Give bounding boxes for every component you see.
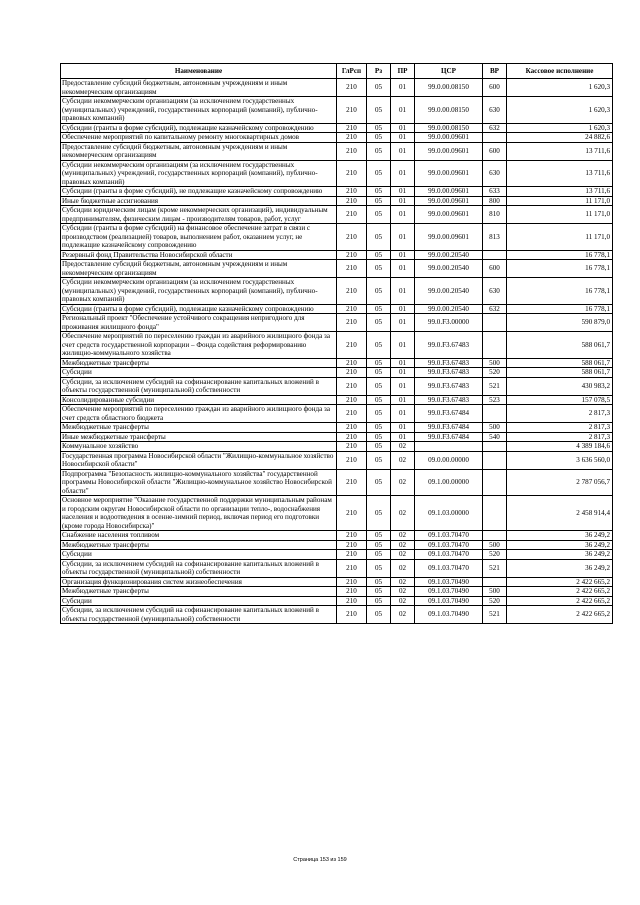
row-amount-cell: 11 171,0 <box>507 224 613 251</box>
row-rz-cell: 05 <box>367 250 391 260</box>
row-glrsp-cell: 210 <box>337 278 367 305</box>
table-row <box>61 358 613 368</box>
row-vr-cell: 630 <box>483 160 507 187</box>
row-vr-cell: 500 <box>483 358 507 368</box>
row-csr-cell: 99.0.00.20540 <box>415 250 483 260</box>
row-glrsp-cell: 210 <box>337 187 367 197</box>
row-glrsp-cell: 210 <box>337 451 367 469</box>
row-vr-cell: 632 <box>483 123 507 133</box>
row-csr-cell: 09.1.03.70470 <box>415 550 483 560</box>
row-rz-cell: 05 <box>367 531 391 541</box>
table-row <box>61 559 613 577</box>
row-pr-cell: 01 <box>391 358 415 368</box>
row-pr-cell: 01 <box>391 142 415 160</box>
row-amount-cell: 590 879,0 <box>507 314 613 332</box>
row-rz-cell: 05 <box>367 97 391 124</box>
row-vr-cell: 600 <box>483 260 507 278</box>
row-pr-cell: 01 <box>391 395 415 405</box>
row-csr-cell: 99.0.F3.67484 <box>415 423 483 433</box>
table-row <box>61 395 613 405</box>
row-vr-cell <box>483 314 507 332</box>
row-rz-cell: 05 <box>367 160 391 187</box>
row-pr-cell: 02 <box>391 559 415 577</box>
row-pr-cell: 01 <box>391 278 415 305</box>
row-amount-cell: 36 249,2 <box>507 540 613 550</box>
row-name-cell: Субсидии (гранты в форме субсидий), подлежащие казначейскому сопровождению <box>61 304 337 314</box>
row-pr-cell: 02 <box>391 606 415 624</box>
row-amount-cell: 2 422 665,2 <box>507 606 613 624</box>
row-name-cell: Субсидии (гранты в форме субсидий), не подлежащие казначейскому сопровождению <box>61 187 337 197</box>
budget-execution-table <box>60 63 613 624</box>
row-glrsp-cell: 210 <box>337 606 367 624</box>
row-name-cell: Субсидии <box>61 368 337 378</box>
row-csr-cell: 99.0.00.20540 <box>415 278 483 305</box>
row-csr-cell: 99.0.00.09601 <box>415 196 483 206</box>
row-glrsp-cell: 210 <box>337 196 367 206</box>
row-vr-cell <box>483 133 507 143</box>
row-vr-cell: 500 <box>483 423 507 433</box>
table-row <box>61 451 613 469</box>
row-vr-cell <box>483 577 507 587</box>
row-csr-cell: 99.0.F3.67484 <box>415 432 483 442</box>
row-glrsp-cell: 210 <box>337 79 367 97</box>
row-vr-cell: 500 <box>483 587 507 597</box>
table-row <box>61 596 613 606</box>
row-glrsp-cell: 210 <box>337 559 367 577</box>
row-csr-cell: 99.0.00.08150 <box>415 97 483 124</box>
row-amount-cell: 588 061,7 <box>507 368 613 378</box>
row-glrsp-cell: 210 <box>337 123 367 133</box>
row-rz-cell: 05 <box>367 196 391 206</box>
row-glrsp-cell: 210 <box>337 160 367 187</box>
header-vr: ВР <box>483 64 507 79</box>
row-pr-cell: 01 <box>391 196 415 206</box>
row-csr-cell: 99.0.F3.67483 <box>415 395 483 405</box>
row-name-cell: Резервный фонд Правительства Новосибирской области <box>61 250 337 260</box>
table-row <box>61 314 613 332</box>
row-name-cell: Предоставление субсидий бюджетным, автономным учреждениям и иным некоммерческим организациям <box>61 260 337 278</box>
row-glrsp-cell: 210 <box>337 142 367 160</box>
row-name-cell: Обеспечение мероприятий по капитальному ремонту многоквартирных домов <box>61 133 337 143</box>
row-csr-cell: 99.0.00.09601 <box>415 142 483 160</box>
row-glrsp-cell: 210 <box>337 442 367 452</box>
table-row <box>61 377 613 395</box>
table-row <box>61 224 613 251</box>
row-rz-cell: 05 <box>367 123 391 133</box>
table-row <box>61 496 613 531</box>
row-rz-cell: 05 <box>367 587 391 597</box>
row-pr-cell: 01 <box>391 250 415 260</box>
row-rz-cell: 05 <box>367 442 391 452</box>
row-glrsp-cell: 210 <box>337 224 367 251</box>
row-amount-cell: 13 711,6 <box>507 142 613 160</box>
row-pr-cell: 01 <box>391 79 415 97</box>
row-glrsp-cell: 210 <box>337 304 367 314</box>
row-amount-cell: 588 061,7 <box>507 358 613 368</box>
row-vr-cell: 521 <box>483 559 507 577</box>
row-name-cell: Субсидии юридическим лицам (кроме некоммерческих организаций), индивидуальным предпринимателям, физическим лицам - производителям товаров, работ, услуг <box>61 206 337 224</box>
row-vr-cell <box>483 531 507 541</box>
row-vr-cell: 813 <box>483 224 507 251</box>
row-name-cell: Субсидии <box>61 596 337 606</box>
row-pr-cell: 02 <box>391 496 415 531</box>
row-name-cell: Межбюджетные трансферты <box>61 587 337 597</box>
row-name-cell: Снабжение населения топливом <box>61 531 337 541</box>
row-csr-cell: 09.1.03.70470 <box>415 540 483 550</box>
row-glrsp-cell: 210 <box>337 550 367 560</box>
row-name-cell: Субсидии некоммерческим организациям (за исключением государственных (муниципальных) учреждений, государственных корпораций (компаний), публично-правовых компаний) <box>61 97 337 124</box>
row-rz-cell: 05 <box>367 206 391 224</box>
table-row <box>61 196 613 206</box>
row-glrsp-cell: 210 <box>337 577 367 587</box>
row-name-cell: Субсидии, за исключением субсидий на софинансирование капитальных вложений в объекты государственной (муниципальной) собственности <box>61 377 337 395</box>
row-csr-cell: 99.0.F3.67483 <box>415 358 483 368</box>
row-rz-cell: 05 <box>367 358 391 368</box>
row-vr-cell: 521 <box>483 606 507 624</box>
row-rz-cell: 05 <box>367 432 391 442</box>
row-glrsp-cell: 210 <box>337 587 367 597</box>
row-vr-cell: 630 <box>483 97 507 124</box>
row-csr-cell: 09.1.03.70490 <box>415 606 483 624</box>
table-row <box>61 405 613 423</box>
row-rz-cell: 05 <box>367 596 391 606</box>
row-name-cell: Субсидии, за исключением субсидий на софинансирование капитальных вложений в объекты государственной (муниципальной) собственности <box>61 559 337 577</box>
row-pr-cell: 01 <box>391 314 415 332</box>
row-csr-cell: 99.0.00.09601 <box>415 187 483 197</box>
row-pr-cell: 01 <box>391 133 415 143</box>
row-name-cell: Субсидии <box>61 550 337 560</box>
page-number-footer: Страница 153 из 159 <box>293 857 347 863</box>
row-name-cell: Субсидии, за исключением субсидий на софинансирование капитальных вложений в объекты государственной (муниципальной) собственности <box>61 606 337 624</box>
row-name-cell: Межбюджетные трансферты <box>61 540 337 550</box>
row-amount-cell: 16 778,1 <box>507 278 613 305</box>
row-glrsp-cell: 210 <box>337 596 367 606</box>
row-vr-cell: 810 <box>483 206 507 224</box>
row-vr-cell: 520 <box>483 550 507 560</box>
row-rz-cell: 05 <box>367 550 391 560</box>
row-csr-cell: 99.0.F3.67483 <box>415 377 483 395</box>
row-pr-cell: 01 <box>391 432 415 442</box>
table-row <box>61 123 613 133</box>
row-amount-cell: 16 778,1 <box>507 250 613 260</box>
row-csr-cell <box>415 442 483 452</box>
row-amount-cell: 13 711,6 <box>507 160 613 187</box>
row-pr-cell: 02 <box>391 587 415 597</box>
row-amount-cell: 11 171,0 <box>507 196 613 206</box>
row-pr-cell: 01 <box>391 160 415 187</box>
row-rz-cell: 05 <box>367 405 391 423</box>
row-pr-cell: 02 <box>391 550 415 560</box>
row-rz-cell: 05 <box>367 187 391 197</box>
row-name-cell: Коммунальное хозяйство <box>61 442 337 452</box>
row-pr-cell: 01 <box>391 123 415 133</box>
row-name-cell: Организация функционирования систем жизнеобеспечения <box>61 577 337 587</box>
row-name-cell: Консолидированные субсидии <box>61 395 337 405</box>
row-csr-cell: 99.0.F3.67483 <box>415 332 483 359</box>
table-row <box>61 97 613 124</box>
row-vr-cell: 520 <box>483 368 507 378</box>
row-amount-cell: 1 620,3 <box>507 97 613 124</box>
row-glrsp-cell: 210 <box>337 496 367 531</box>
row-amount-cell: 1 620,3 <box>507 79 613 97</box>
row-vr-cell: 600 <box>483 142 507 160</box>
row-rz-cell: 05 <box>367 79 391 97</box>
row-csr-cell: 99.0.F3.00000 <box>415 314 483 332</box>
table-row <box>61 550 613 560</box>
row-rz-cell: 05 <box>367 377 391 395</box>
row-amount-cell: 588 061,7 <box>507 332 613 359</box>
row-name-cell: Предоставление субсидий бюджетным, автономным учреждениям и иным некоммерческим организациям <box>61 142 337 160</box>
row-name-cell: Субсидии (гранты в форме субсидий), подлежащие казначейскому сопровождению <box>61 123 337 133</box>
row-rz-cell: 05 <box>367 577 391 587</box>
table-row <box>61 187 613 197</box>
table-header-row <box>61 64 613 79</box>
row-pr-cell: 01 <box>391 304 415 314</box>
row-glrsp-cell: 210 <box>337 250 367 260</box>
row-pr-cell: 02 <box>391 577 415 587</box>
row-csr-cell: 99.0.00.09601 <box>415 224 483 251</box>
row-amount-cell: 24 882,6 <box>507 133 613 143</box>
table-row <box>61 540 613 550</box>
row-pr-cell: 02 <box>391 531 415 541</box>
row-name-cell: Иные бюджетные ассигнования <box>61 196 337 206</box>
row-glrsp-cell: 210 <box>337 260 367 278</box>
table-row <box>61 531 613 541</box>
row-glrsp-cell: 210 <box>337 531 367 541</box>
row-name-cell: Субсидии некоммерческим организациям (за исключением государственных (муниципальных) учреждений, государственных корпораций (компаний), публично-правовых компаний) <box>61 278 337 305</box>
row-name-cell: Предоставление субсидий бюджетным, автономным учреждениям и иным некоммерческим организациям <box>61 79 337 97</box>
row-pr-cell: 02 <box>391 469 415 496</box>
header-pr: ПР <box>391 64 415 79</box>
table-row <box>61 250 613 260</box>
row-amount-cell: 430 983,2 <box>507 377 613 395</box>
row-vr-cell: 633 <box>483 187 507 197</box>
row-vr-cell <box>483 332 507 359</box>
table-row <box>61 442 613 452</box>
row-rz-cell: 05 <box>367 540 391 550</box>
row-pr-cell: 01 <box>391 206 415 224</box>
row-amount-cell: 157 078,5 <box>507 395 613 405</box>
row-csr-cell: 09.1.03.70490 <box>415 596 483 606</box>
row-pr-cell: 01 <box>391 260 415 278</box>
row-pr-cell: 02 <box>391 540 415 550</box>
row-glrsp-cell: 210 <box>337 206 367 224</box>
header-rz: Рз <box>367 64 391 79</box>
row-pr-cell: 02 <box>391 451 415 469</box>
row-csr-cell: 99.0.00.09601 <box>415 133 483 143</box>
table-row <box>61 260 613 278</box>
row-glrsp-cell: 210 <box>337 395 367 405</box>
row-glrsp-cell: 210 <box>337 368 367 378</box>
row-glrsp-cell: 210 <box>337 405 367 423</box>
row-rz-cell: 05 <box>367 224 391 251</box>
row-csr-cell: 99.0.00.08150 <box>415 79 483 97</box>
row-pr-cell: 02 <box>391 596 415 606</box>
row-name-cell: Подпрограмма "Безопасность жилищно-коммунального хозяйства" государственной программы Новосибирской области "Жилищно-коммунальное хозяйство Новосибирской области" <box>61 469 337 496</box>
header-cash-execution: Кассовое исполнение <box>507 64 613 79</box>
table-row <box>61 206 613 224</box>
table-row <box>61 278 613 305</box>
row-pr-cell: 02 <box>391 442 415 452</box>
row-amount-cell: 16 778,1 <box>507 260 613 278</box>
row-rz-cell: 05 <box>367 423 391 433</box>
row-amount-cell: 36 249,2 <box>507 559 613 577</box>
row-csr-cell: 09.1.00.00000 <box>415 469 483 496</box>
table-row <box>61 142 613 160</box>
row-amount-cell: 11 171,0 <box>507 206 613 224</box>
row-rz-cell: 05 <box>367 451 391 469</box>
row-vr-cell: 630 <box>483 278 507 305</box>
row-name-cell: Иные межбюджетные трансферты <box>61 432 337 442</box>
row-amount-cell: 1 620,3 <box>507 123 613 133</box>
row-name-cell: Обеспечение мероприятий по переселению граждан из аварийного жилищного фонда за счет средств областного бюджета <box>61 405 337 423</box>
row-pr-cell: 01 <box>391 187 415 197</box>
table-row <box>61 423 613 433</box>
row-amount-cell: 4 389 184,6 <box>507 442 613 452</box>
row-amount-cell: 36 249,2 <box>507 550 613 560</box>
row-rz-cell: 05 <box>367 559 391 577</box>
table-row <box>61 432 613 442</box>
row-vr-cell <box>483 469 507 496</box>
row-vr-cell: 800 <box>483 196 507 206</box>
row-rz-cell: 05 <box>367 606 391 624</box>
row-glrsp-cell: 210 <box>337 377 367 395</box>
table-body <box>61 79 613 624</box>
row-vr-cell: 520 <box>483 596 507 606</box>
row-glrsp-cell: 210 <box>337 469 367 496</box>
row-csr-cell: 99.0.00.20540 <box>415 304 483 314</box>
row-vr-cell <box>483 250 507 260</box>
row-vr-cell <box>483 442 507 452</box>
row-glrsp-cell: 210 <box>337 97 367 124</box>
row-pr-cell: 01 <box>391 423 415 433</box>
row-amount-cell: 16 778,1 <box>507 304 613 314</box>
row-name-cell: Государственная программа Новосибирской области "Жилищно-коммунальное хозяйство Новосибирской области" <box>61 451 337 469</box>
row-csr-cell: 09.1.03.70470 <box>415 559 483 577</box>
row-vr-cell: 521 <box>483 377 507 395</box>
row-csr-cell: 09.1.03.70490 <box>415 577 483 587</box>
row-rz-cell: 05 <box>367 368 391 378</box>
row-csr-cell: 09.0.00.00000 <box>415 451 483 469</box>
row-name-cell: Обеспечение мероприятий по переселению граждан из аварийного жилищного фонда за счет средств государственной корпорации – Фонда содействия реформированию жилищно-коммунального хозяйства <box>61 332 337 359</box>
row-csr-cell: 09.1.03.00000 <box>415 496 483 531</box>
table-row <box>61 79 613 97</box>
row-csr-cell: 09.1.03.70470 <box>415 531 483 541</box>
row-vr-cell <box>483 405 507 423</box>
row-glrsp-cell: 210 <box>337 432 367 442</box>
row-amount-cell: 3 636 560,0 <box>507 451 613 469</box>
row-amount-cell: 2 458 914,4 <box>507 496 613 531</box>
row-vr-cell: 540 <box>483 432 507 442</box>
row-glrsp-cell: 210 <box>337 332 367 359</box>
table-row <box>61 587 613 597</box>
row-name-cell: Субсидии (гранты в форме субсидий) на финансовое обеспечение затрат в связи с производством (реализацией) товаров, выполнением работ, оказанием услуг, не подлежащие казначейскому сопровождению <box>61 224 337 251</box>
row-amount-cell: 2 422 665,2 <box>507 577 613 587</box>
row-rz-cell: 05 <box>367 142 391 160</box>
row-glrsp-cell: 210 <box>337 423 367 433</box>
row-rz-cell: 05 <box>367 469 391 496</box>
table-row <box>61 332 613 359</box>
row-rz-cell: 05 <box>367 395 391 405</box>
row-rz-cell: 05 <box>367 304 391 314</box>
row-vr-cell <box>483 496 507 531</box>
row-glrsp-cell: 210 <box>337 540 367 550</box>
row-rz-cell: 05 <box>367 278 391 305</box>
row-pr-cell: 01 <box>391 97 415 124</box>
table-row <box>61 577 613 587</box>
row-pr-cell: 01 <box>391 224 415 251</box>
row-name-cell: Межбюджетные трансферты <box>61 358 337 368</box>
table-row <box>61 160 613 187</box>
row-rz-cell: 05 <box>367 260 391 278</box>
row-glrsp-cell: 210 <box>337 133 367 143</box>
row-vr-cell: 523 <box>483 395 507 405</box>
row-rz-cell: 05 <box>367 314 391 332</box>
row-csr-cell: 99.0.00.09601 <box>415 160 483 187</box>
row-vr-cell <box>483 451 507 469</box>
row-rz-cell: 05 <box>367 332 391 359</box>
row-vr-cell: 632 <box>483 304 507 314</box>
row-rz-cell: 05 <box>367 133 391 143</box>
row-csr-cell: 99.0.00.20540 <box>415 260 483 278</box>
budget-table-section <box>60 63 612 624</box>
row-amount-cell: 2 422 665,2 <box>507 587 613 597</box>
row-name-cell: Межбюджетные трансферты <box>61 423 337 433</box>
row-name-cell: Основное мероприятие "Оказание государственной поддержки муниципальным районам и городским округам Новосибирской области по организации тепло-, водоснабжения населения и водоотведения в осенне-зимний период, включая период его подготовки (кроме города Новосибирска)" <box>61 496 337 531</box>
row-pr-cell: 01 <box>391 332 415 359</box>
row-amount-cell: 2 817,3 <box>507 405 613 423</box>
row-csr-cell: 99.0.F3.67484 <box>415 405 483 423</box>
row-name-cell: Региональный проект "Обеспечение устойчивого сокращения непригодного для проживания жилищного фонда" <box>61 314 337 332</box>
header-name: Наименование <box>61 64 337 79</box>
row-glrsp-cell: 210 <box>337 358 367 368</box>
table-row <box>61 606 613 624</box>
row-vr-cell: 500 <box>483 540 507 550</box>
row-vr-cell: 600 <box>483 79 507 97</box>
row-pr-cell: 01 <box>391 368 415 378</box>
row-pr-cell: 01 <box>391 405 415 423</box>
row-amount-cell: 2 787 056,7 <box>507 469 613 496</box>
row-amount-cell: 2 817,3 <box>507 423 613 433</box>
row-amount-cell: 13 711,6 <box>507 187 613 197</box>
table-row <box>61 304 613 314</box>
header-glrsp: ГлРсп <box>337 64 367 79</box>
row-rz-cell: 05 <box>367 496 391 531</box>
table-row <box>61 133 613 143</box>
row-glrsp-cell: 210 <box>337 314 367 332</box>
header-csr: ЦСР <box>415 64 483 79</box>
table-row <box>61 368 613 378</box>
row-csr-cell: 99.0.00.09601 <box>415 206 483 224</box>
row-amount-cell: 2 817,3 <box>507 432 613 442</box>
row-name-cell: Субсидии некоммерческим организациям (за исключением государственных (муниципальных) учреждений, государственных корпораций (компаний), публично-правовых компаний) <box>61 160 337 187</box>
row-amount-cell: 2 422 665,2 <box>507 596 613 606</box>
table-row <box>61 469 613 496</box>
row-amount-cell: 36 249,2 <box>507 531 613 541</box>
row-csr-cell: 99.0.00.08150 <box>415 123 483 133</box>
row-pr-cell: 01 <box>391 377 415 395</box>
row-csr-cell: 09.1.03.70490 <box>415 587 483 597</box>
row-csr-cell: 99.0.F3.67483 <box>415 368 483 378</box>
